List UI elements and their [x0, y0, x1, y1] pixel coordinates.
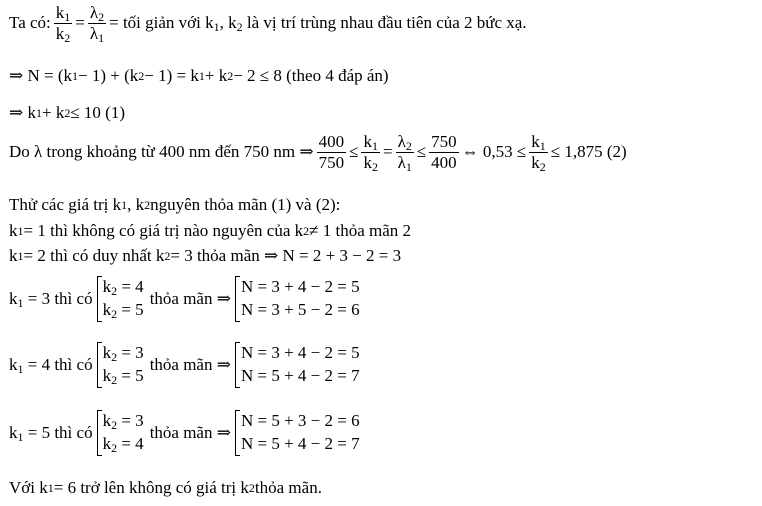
fraction-lambda2-over-lambda1: $\frac{\lambda_2}{\lambda_1}$: [89, 3, 105, 45]
fraction-750-400: $\frac{750}{400}$: [431, 132, 457, 172]
results-bracket: N = 3 + 4 − 2 = 5 N = 3 + 5 − 2 = 6: [235, 276, 360, 322]
options-bracket: $k_2 = 3$ $k_2 = 4$: [97, 410, 144, 456]
results-bracket: N = 5 + 3 − 2 = 6 N = 5 + 4 − 2 = 7: [235, 410, 360, 456]
line1-tail: = tối giản với $k_1$, $k_2$ là vị trí trùng nhau đầu tiên của 2 bức xạ.: [109, 13, 527, 35]
fraction-k1-over-k2: $\frac{k_1}{k_2}$: [55, 3, 71, 45]
line-k1-6-and-above: Với k 1 = 6 trở lên không có giá trị k 2 thỏa mãn.: [9, 478, 322, 497]
results-bracket: N = 3 + 4 − 2 = 5 N = 5 + 4 − 2 = 7: [235, 342, 360, 388]
line-k1-equals-2: k 1 = 2 thì có duy nhất k 2 = 3 thỏa mãn ⇒ N = 2 + 3 − 2 = 3: [9, 246, 402, 265]
case-k1-equals-3: $k_1 = 3$ thì có $k_2 = 4$ $k_2 = 5$ thỏa mãn ⇒ N = 3 + 4 − 2 = 5 N = 3 + 5 − 2 = 6: [9, 277, 360, 321]
options-bracket: $k_2 = 3$ $k_2 = 5$: [97, 342, 144, 388]
line-ratio-definition: Ta có: $\frac{k_1}{k_2}$ = $\frac{\lambda_2}{\lambda_1}$ = tối giản với $k_1$, $k_2$ là vị trí trùng nhau đầu tiên của 2 bức xạ.: [9, 3, 527, 45]
line-k1-equals-1: k 1 = 1 thì không có giá trị nào nguyên của k 2 ≠ 1 thỏa mãn 2: [9, 221, 412, 240]
lead-text: Ta có:: [9, 13, 51, 33]
line-test-values: Thử các giá trị k 1 , k 2 nguyên thỏa mãn (1) và (2):: [9, 195, 341, 214]
line-n-formula: ⇒ N = (k 1 − 1) + (k 2 − 1) = k 1 + k 2 − 2 ≤ 8 (theo 4 đáp án): [9, 66, 389, 85]
fraction-k1-k2-b: $\frac{k_1}{k_2}$: [531, 132, 546, 174]
fraction-lambda2-lambda1: $\frac{\lambda_2}{\lambda_1}$: [397, 132, 412, 174]
case-k1-equals-5: $k_1 = 5$ thì có $k_2 = 3$ $k_2 = 4$ thỏa mãn ⇒ N = 5 + 3 − 2 = 6 N = 5 + 4 − 2 = 7: [9, 411, 360, 455]
fraction-400-750: $\frac{400}{750}$: [318, 132, 345, 172]
case-k1-equals-4: $k_1 = 4$ thì có $k_2 = 3$ $k_2 = 5$ thỏa mãn ⇒ N = 3 + 4 − 2 = 5 N = 5 + 4 − 2 = 7: [9, 343, 360, 387]
line-wavelength-range: Do λ trong khoảng từ 400 nm đến 750 nm ⇒ $\frac{400}{750}$ ≤ $\frac{k_1}{k_2}$ = $\frac{\lambda_2}{\lambda_1}$ ≤ $\frac{750}{400}$ ⇔ 0,53 ≤ $\frac{k_1}{k_2}$ ≤ 1,875 (2): [9, 132, 627, 174]
fraction-k1-k2: $\frac{k_1}{k_2}$: [363, 132, 378, 174]
options-bracket: $k_2 = 4$ $k_2 = 5$: [97, 276, 144, 322]
line-sum-condition: ⇒ k 1 + k 2 ≤ 10 (1): [9, 103, 125, 122]
